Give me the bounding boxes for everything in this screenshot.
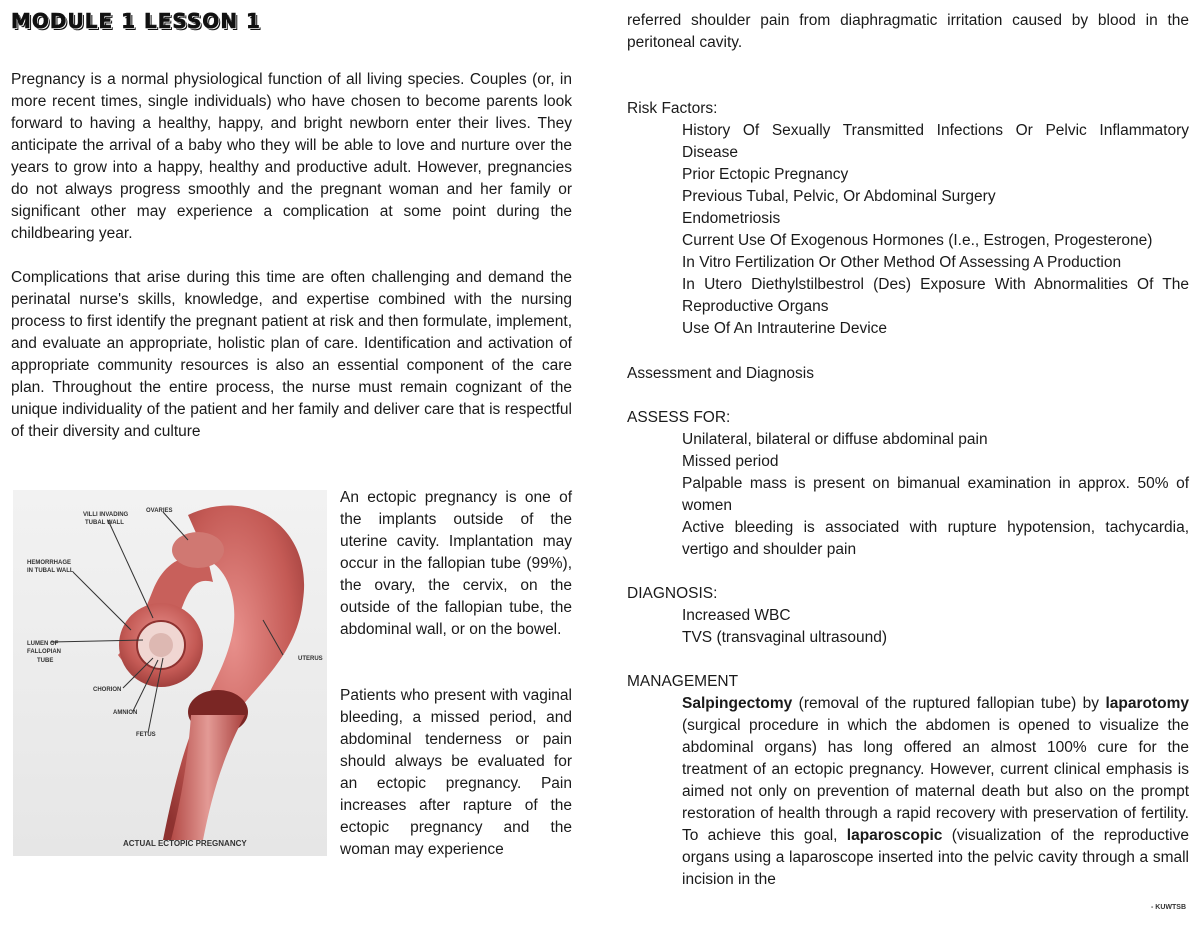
risk-item: History Of Sexually Transmitted Infections Or Pelvic Inflammatory Disease <box>682 122 1189 161</box>
management-text-2: (surgical procedure in which the abdomen is opened to visualize the abdominal organs) has long offered an almost 100% cure for the treatment of an ectopic pregnancy. However, current clinical emphasis is aimed not only on prevention of maternal death but also on the prompt restoration of health through a rapid recovery with preservation of fertility. To achieve this goal, <box>682 717 1189 844</box>
label-lumen-2: FALLOPIAN <box>27 649 61 655</box>
label-villi-2: TUBAL WALL <box>85 520 124 526</box>
risk-item: In Utero Diethylstilbestrol (Des) Exposure With Abnormalities Of The Reproductive Organs <box>682 276 1189 315</box>
risk-item: Endometriosis <box>682 210 781 227</box>
label-chorion: CHORION <box>93 687 122 693</box>
label-uterus: UTERUS <box>298 656 323 662</box>
term-laparotomy: laparotomy <box>1105 695 1189 712</box>
risk-item: Current Use Of Exogenous Hormones (I.e., Estrogen, Progesterone) <box>682 232 1153 249</box>
diagnosis-item: TVS (transvaginal ultrasound) <box>682 629 888 646</box>
assess-item: Palpable mass is present on bimanual examination in approx. 50% of women <box>682 475 1189 514</box>
diagnosis-heading: DIAGNOSIS: <box>627 585 718 602</box>
figure-caption: ACTUAL ECTOPIC PREGNANCY <box>123 839 247 848</box>
assess-item: Missed period <box>682 453 779 470</box>
assessment-diagnosis-heading: Assessment and Diagnosis <box>627 365 814 382</box>
ovary-shape <box>172 532 224 568</box>
fetus-shape <box>149 633 173 657</box>
diagnosis-item: Increased WBC <box>682 607 791 624</box>
management-paragraph <box>682 693 1189 891</box>
risk-item: Use Of An Intrauterine Device <box>682 320 888 337</box>
management-heading: MANAGEMENT <box>627 673 739 690</box>
continuation-paragraph: referred shoulder pain from diaphragmatic irritation caused by blood in the peritoneal cavity. <box>627 12 1189 51</box>
assess-heading: ASSESS FOR: <box>627 409 731 426</box>
risk-item: Previous Tubal, Pelvic, Or Abdominal Surgery <box>682 188 996 205</box>
ectopic-pregnancy-diagram <box>13 490 327 856</box>
footer-mark: - KUWTSB <box>1151 904 1186 911</box>
label-villi: VILLI INVADING <box>83 512 129 518</box>
intro-paragraph-2: Complications that arise during this time are often challenging and demand the perinatal nurse's skills, knowledge, and expertise combined with the nursing process to first identify the pregnant patient at risk and then formulate, implement, and evaluate an appropriate, holistic plan of care. Identification and activation of appropriate community resources is also an essential component of the care plan. Throughout the entire process, the nurse must remain cognizant of the unique individuality of the patient and her family and deliver care that is respectful of their diversity and culture <box>11 269 572 440</box>
diagnosis-section <box>627 583 1189 649</box>
label-lumen-3: TUBE <box>37 658 54 664</box>
risk-item: In Vitro Fertilization Or Other Method Of Assessing A Production <box>682 254 1122 271</box>
label-ovaries: OVARIES <box>146 508 173 514</box>
management-text-3: (visualization of the reproductive organs using a laparoscope inserted into the pelvic cavity through a small incision in the <box>682 827 1189 888</box>
page-title: MODULE 1 LESSON 1 <box>11 9 261 33</box>
ectopic-symptoms-paragraph: Patients who present with vaginal bleeding, a missed period, and abdominal tenderness or pain should always be evaluated for an ectopic pregnancy. Pain increases after rapture of the ectopic pregnancy and the woman may experience <box>340 687 572 858</box>
term-salpingectomy: Salpingectomy <box>682 695 793 712</box>
management-section <box>627 671 1189 891</box>
ectopic-pregnancy-illustration <box>13 490 327 856</box>
label-fetus: FETUS <box>136 732 156 738</box>
ectopic-definition-paragraph: An ectopic pregnancy is one of the implants outside of the uterine cavity. Implantation may occur in the fallopian tube (99%), the ovary, the cervix, on the outside of the fallopian tube, the abdominal wall, or on the bowel. <box>340 489 572 638</box>
label-hemorrhage: HEMORRHAGE <box>27 560 72 566</box>
label-amnion: AMNION <box>113 710 138 716</box>
risk-item: Prior Ectopic Pregnancy <box>682 166 849 183</box>
assess-item: Unilateral, bilateral or diffuse abdominal pain <box>682 431 988 448</box>
risk-factors-heading: Risk Factors: <box>627 100 718 117</box>
term-laparoscopic: laparoscopic <box>846 827 943 844</box>
risk-factors-section <box>627 98 1189 340</box>
label-lumen: LUMEN OF <box>27 641 59 647</box>
assess-item: Active bleeding is associated with rupture hypotension, tachycardia, vertigo and shoulder pain <box>682 519 1189 558</box>
label-hemorrhage-2: IN TUBAL WALL <box>27 568 74 574</box>
assess-section <box>627 407 1189 561</box>
management-text-1: (removal of the ruptured fallopian tube) by <box>792 695 1106 712</box>
intro-paragraph-1: Pregnancy is a normal physiological function of all living species. Couples (or, in more recent times, single individuals) who have chosen to become parents look forward to having a healthy, happy, and bright newborn enter their lives. They anticipate the arrival of a baby who they will be able to love and nurture over the years to grow into a happy, healthy and productive adult. However, pregnancies do not always progress smoothly and the pregnant woman and her family or significant other may experience a complication at some point during the childbearing year. <box>11 71 572 242</box>
